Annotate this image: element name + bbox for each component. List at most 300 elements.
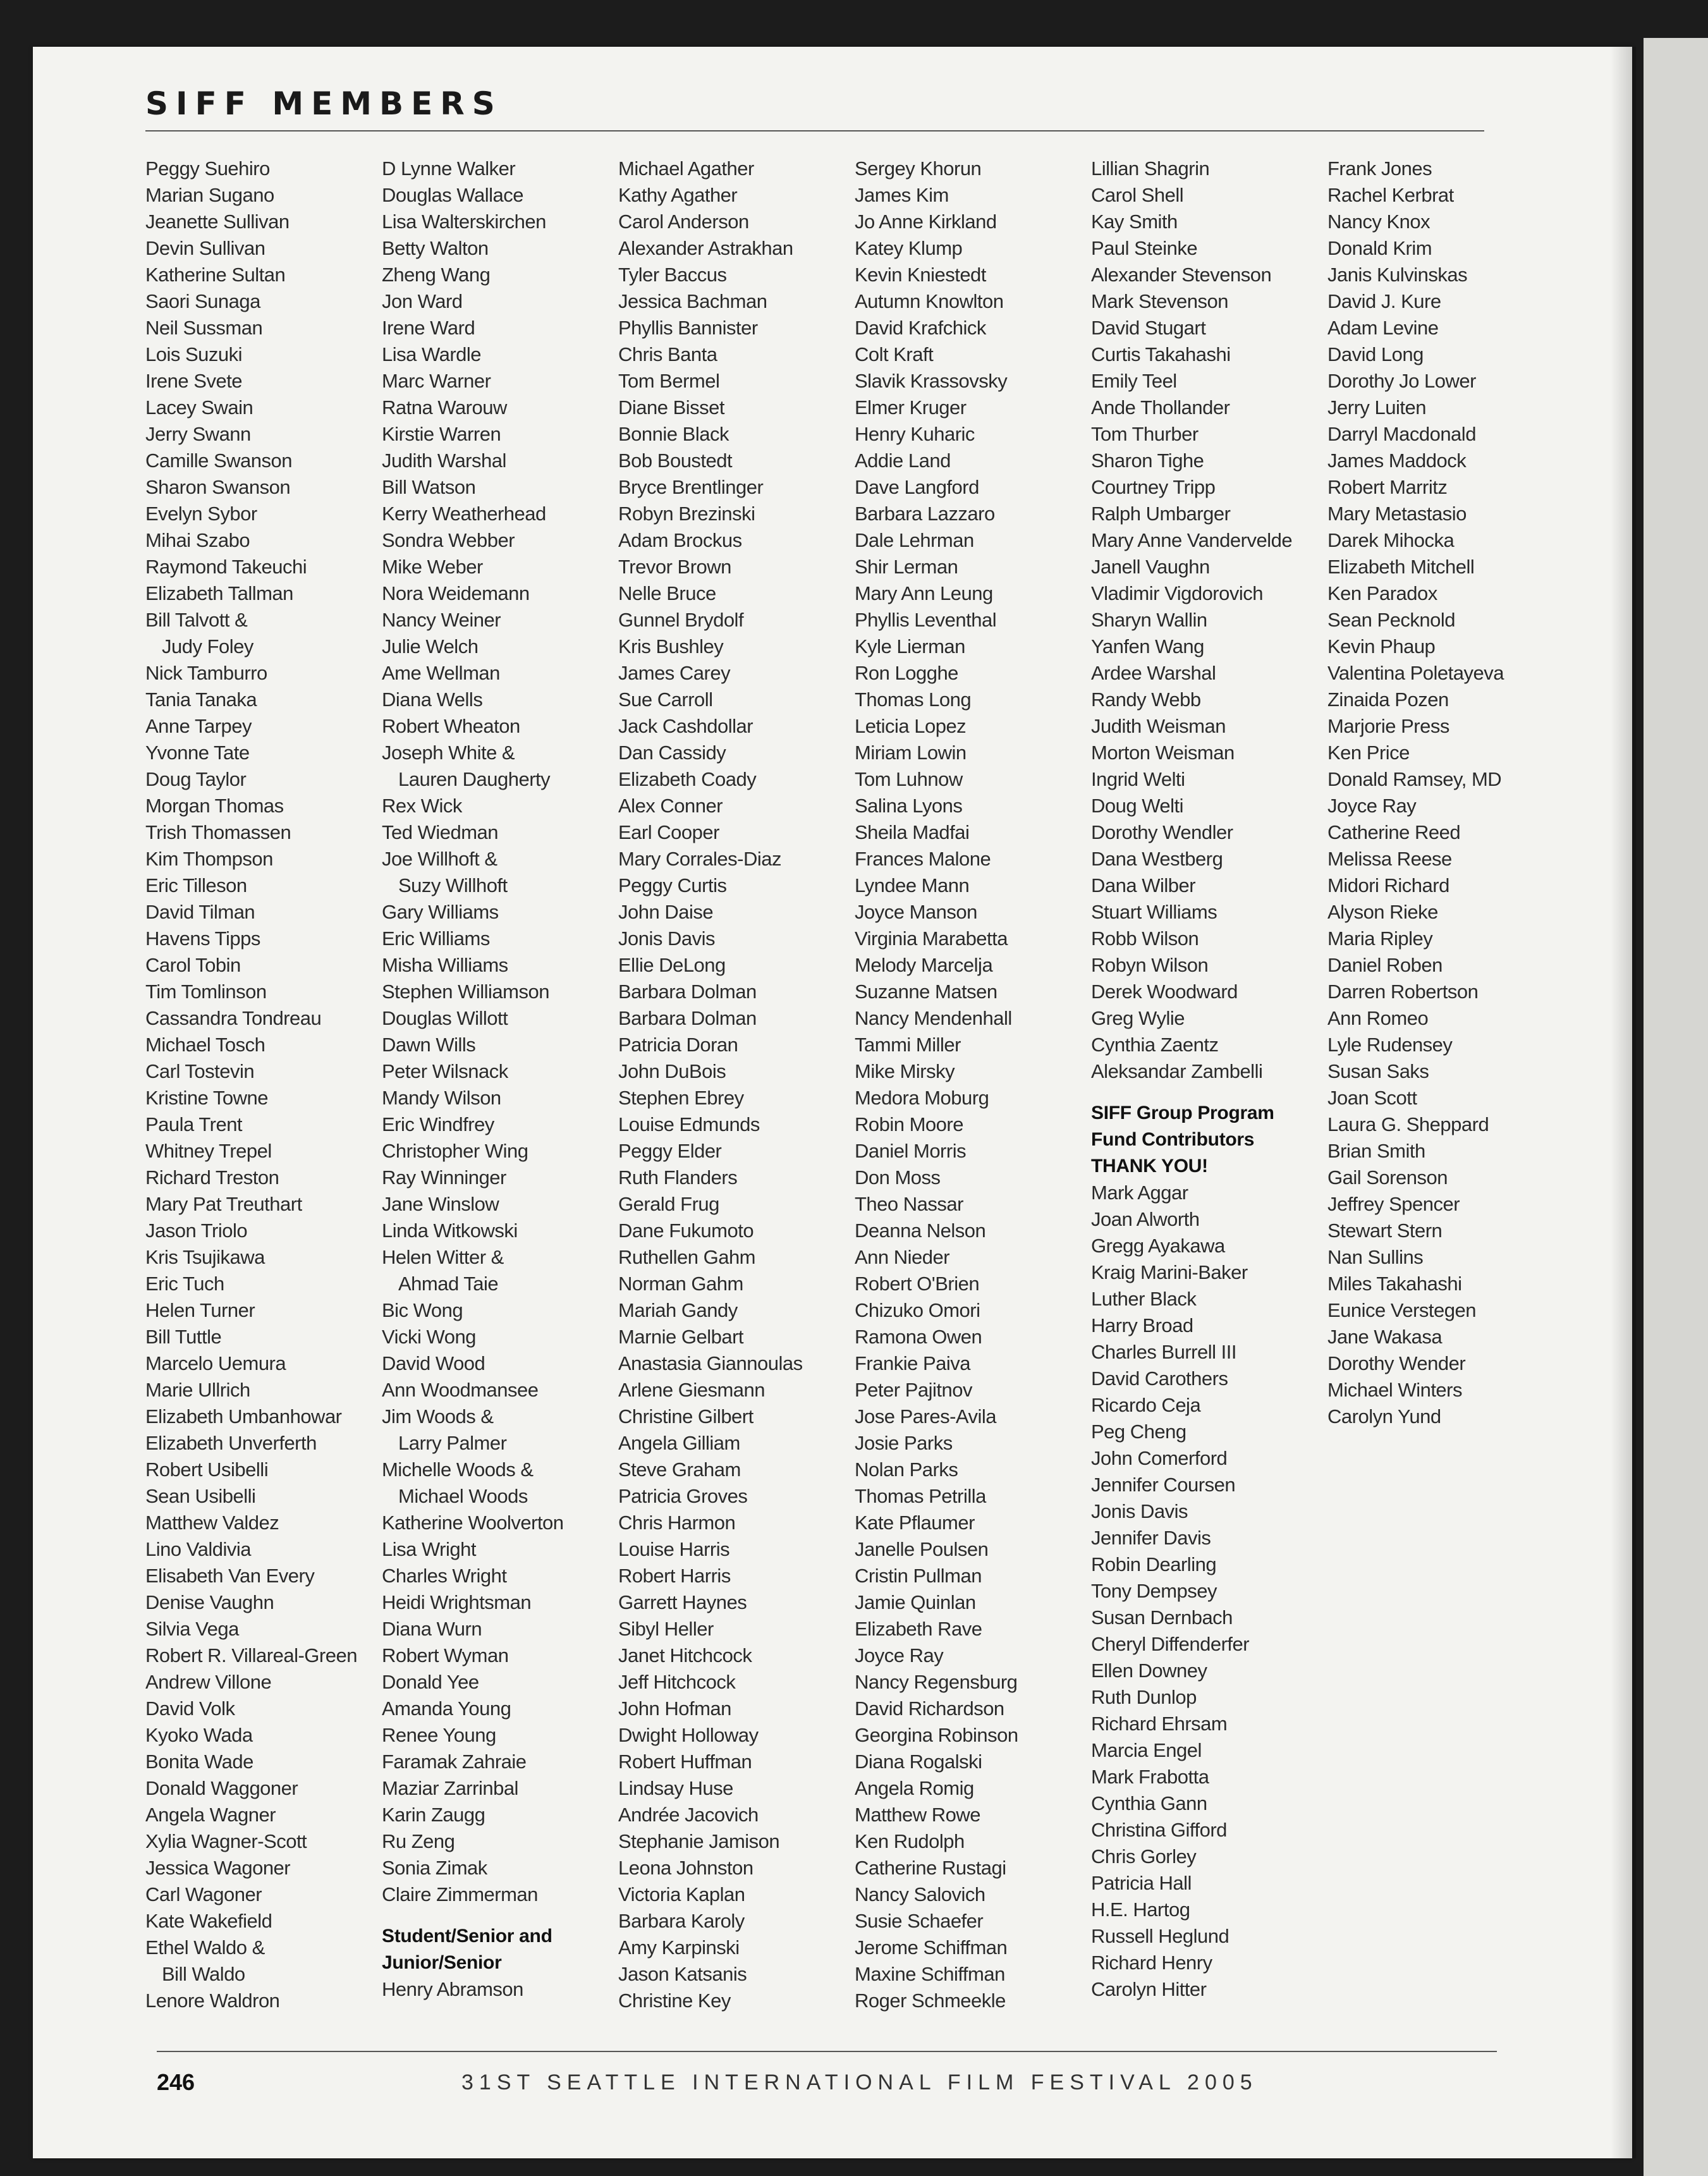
member-name: Jeff Hitchcock — [618, 1671, 736, 1693]
member-name: Michael Woods — [398, 1485, 528, 1507]
member-name: Ruthellen Gahm — [618, 1246, 756, 1268]
member-name: Luther Black — [1091, 1288, 1197, 1310]
member-name: Lindsay Huse — [618, 1777, 733, 1799]
member-name: Sharon Tighe — [1091, 449, 1204, 472]
member-name: Ray Winninger — [382, 1166, 506, 1189]
member-name: Nora Weidemann — [382, 582, 530, 604]
member-name: Chris Harmon — [618, 1512, 736, 1534]
member-name: Diana Wells — [382, 688, 483, 711]
member-name: Jason Katsanis — [618, 1963, 747, 1985]
member-name: Shir Lerman — [855, 556, 958, 578]
header-divider — [145, 130, 1484, 131]
member-name: Misha Williams — [382, 954, 508, 976]
member-name: Salina Lyons — [855, 795, 963, 817]
footer-title: 31ST SEATTLE INTERNATIONAL FILM FESTIVAL 2005 — [461, 2070, 1258, 2094]
member-name: Sibyl Heller — [618, 1618, 714, 1640]
member-column-2 — [382, 156, 609, 2003]
member-name: Lyndee Mann — [855, 874, 970, 896]
member-name: Kevin Kniestedt — [855, 264, 986, 286]
member-name: Sean Pecknold — [1327, 609, 1456, 631]
member-name: Kris Tsujikawa — [145, 1246, 265, 1268]
member-name: Frank Jones — [1327, 157, 1432, 180]
member-name: Silvia Vega — [145, 1618, 239, 1640]
member-name: Don Moss — [855, 1166, 941, 1189]
member-name: Marian Sugano — [145, 184, 274, 206]
member-name: Lisa Wardle — [382, 343, 482, 365]
member-name: Ru Zeng — [382, 1830, 455, 1852]
member-name: Jane Winslow — [382, 1193, 499, 1215]
member-name: Ken Rudolph — [855, 1830, 965, 1852]
member-name: Nolan Parks — [855, 1458, 958, 1481]
member-name: Morton Weisman — [1091, 742, 1235, 764]
member-name: Barbara Dolman — [618, 1007, 757, 1029]
member-name: Jose Pares-Avila — [855, 1405, 997, 1427]
member-name: Tom Bermel — [618, 370, 720, 392]
member-name: David Tilman — [145, 901, 255, 923]
member-name: Elisabeth Van Every — [145, 1565, 315, 1587]
member-name: Marcelo Uemura — [145, 1352, 286, 1374]
member-name: Xylia Wagner-Scott — [145, 1830, 307, 1852]
member-name: Michael Tosch — [145, 1034, 265, 1056]
member-name: Maziar Zarrinbal — [382, 1777, 518, 1799]
member-name: Tom Thurber — [1091, 423, 1199, 445]
member-name: Sergey Khorun — [855, 157, 982, 180]
member-name: Peter Wilsnack — [382, 1060, 508, 1082]
member-name: Kirstie Warren — [382, 423, 501, 445]
member-name: Peg Cheng — [1091, 1421, 1186, 1443]
section-heading: SIFF Group Program — [1091, 1103, 1274, 1123]
member-name: Camille Swanson — [145, 449, 292, 472]
member-name: Richard Ehrsam — [1091, 1713, 1228, 1735]
member-name: Aleksandar Zambelli — [1091, 1060, 1263, 1082]
member-name: Joe Willhoft & — [382, 848, 497, 870]
member-name: Julie Welch — [382, 635, 479, 657]
member-name: Lyle Rudensey — [1327, 1034, 1453, 1056]
member-name: Dan Cassidy — [618, 742, 726, 764]
member-name: Carolyn Hitter — [1091, 1978, 1207, 2000]
member-name: Bonita Wade — [145, 1751, 253, 1773]
member-name: Alex Conner — [618, 795, 723, 817]
member-name: Daniel Roben — [1327, 954, 1443, 976]
member-name: Lisa Walterskirchen — [382, 211, 546, 233]
member-name: Douglas Wallace — [382, 184, 523, 206]
member-name: Louise Edmunds — [618, 1113, 760, 1135]
member-name: Anne Tarpey — [145, 715, 252, 737]
member-name: H.E. Hartog — [1091, 1898, 1190, 1921]
member-name: Kathy Agather — [618, 184, 738, 206]
member-name: Helen Turner — [145, 1299, 255, 1321]
member-name: Ramona Owen — [855, 1326, 982, 1348]
member-name: Saori Sunaga — [145, 290, 260, 312]
member-name: Janet Hitchcock — [618, 1644, 752, 1666]
member-name: Kyoko Wada — [145, 1724, 253, 1746]
member-name: Helen Witter & — [382, 1246, 504, 1268]
member-name: Kraig Marini-Baker — [1091, 1261, 1248, 1283]
member-name: Dane Fukumoto — [618, 1219, 754, 1242]
member-name: Derek Woodward — [1091, 981, 1238, 1003]
member-name: Michelle Woods & — [382, 1458, 534, 1481]
member-name: Judith Warshal — [382, 449, 506, 472]
member-name: Cynthia Gann — [1091, 1792, 1207, 1814]
member-name: Cheryl Diffenderfer — [1091, 1633, 1250, 1655]
member-name: Thomas Petrilla — [855, 1485, 986, 1507]
member-name: Ruth Flanders — [618, 1166, 738, 1189]
member-name: Dave Langford — [855, 476, 979, 498]
member-name: Faramak Zahraie — [382, 1751, 527, 1773]
member-name: Leticia Lopez — [855, 715, 967, 737]
member-name: Jessica Bachman — [618, 290, 767, 312]
member-name: Tania Tanaka — [145, 688, 257, 711]
section-spacer — [382, 1908, 609, 1923]
member-name: Marjorie Press — [1327, 715, 1449, 737]
member-name: Joyce Ray — [855, 1644, 944, 1666]
member-name: Kim Thompson — [145, 848, 273, 870]
member-name: Stewart Stern — [1327, 1219, 1443, 1242]
member-name: Richard Treston — [145, 1166, 279, 1189]
member-name: Matthew Rowe — [855, 1804, 981, 1826]
member-name: Barbara Lazzaro — [855, 503, 995, 525]
member-name: Ingrid Welti — [1091, 768, 1185, 790]
member-name: Gregg Ayakawa — [1091, 1235, 1225, 1257]
member-name: Nancy Regensburg — [855, 1671, 1018, 1693]
member-name: Jo Anne Kirkland — [855, 211, 997, 233]
member-name: Lois Suzuki — [145, 343, 243, 365]
member-name: David Krafchick — [855, 317, 986, 339]
member-name: Ame Wellman — [382, 662, 500, 684]
section-heading: Junior/Senior — [382, 1952, 502, 1973]
section-heading: THANK YOU! — [1091, 1156, 1208, 1177]
member-name: Dorothy Wender — [1327, 1352, 1466, 1374]
member-name: Eric Williams — [382, 927, 490, 950]
member-name: Amy Karpinski — [618, 1936, 740, 1959]
member-name: Cynthia Zaentz — [1091, 1034, 1219, 1056]
member-name: Frances Malone — [855, 848, 991, 870]
member-column-5 — [1091, 156, 1319, 2003]
member-name: Marc Warner — [382, 370, 491, 392]
member-column-3 — [618, 156, 846, 2014]
member-name: Sharyn Wallin — [1091, 609, 1207, 631]
member-name: Zinaida Pozen — [1327, 688, 1449, 711]
section-heading: Fund Contributors — [1091, 1129, 1255, 1150]
member-name: Eunice Verstegen — [1327, 1299, 1477, 1321]
member-name: Katherine Woolverton — [382, 1512, 564, 1534]
member-name: Phyllis Bannister — [618, 317, 758, 339]
member-name: Ralph Umbarger — [1091, 503, 1231, 525]
member-name: Kate Wakefield — [145, 1910, 272, 1932]
member-name: Sue Carroll — [618, 688, 713, 711]
member-name: Ahmad Taie — [398, 1273, 499, 1295]
member-name: Nelle Bruce — [618, 582, 716, 604]
member-name: Maria Ripley — [1327, 927, 1433, 950]
page-title: SIFF MEMBERS — [145, 85, 503, 122]
member-name: Yanfen Wang — [1091, 635, 1204, 657]
member-name: Jamie Quinlan — [855, 1591, 976, 1613]
member-name: Doug Taylor — [145, 768, 247, 790]
member-name: Sonia Zimak — [382, 1857, 487, 1879]
member-name: Norman Gahm — [618, 1273, 743, 1295]
member-name: Paul Steinke — [1091, 237, 1198, 259]
member-name: Maxine Schiffman — [855, 1963, 1005, 1985]
member-name: John Hofman — [618, 1697, 731, 1720]
member-name: Melody Marcelja — [855, 954, 993, 976]
member-name: Harry Broad — [1091, 1314, 1193, 1336]
member-name: Mary Metastasio — [1327, 503, 1467, 525]
member-name: Evelyn Sybor — [145, 503, 257, 525]
member-name: Stephanie Jamison — [618, 1830, 780, 1852]
member-name: Jerome Schiffman — [855, 1936, 1008, 1959]
member-name: Emily Teel — [1091, 370, 1177, 392]
member-name: Patricia Doran — [618, 1034, 738, 1056]
member-name: Elizabeth Coady — [618, 768, 757, 790]
member-name: Frankie Paiva — [855, 1352, 971, 1374]
member-name: Katey Klump — [855, 237, 963, 259]
member-name: Donald Krim — [1327, 237, 1432, 259]
member-name: Stephen Ebrey — [618, 1087, 744, 1109]
member-name: James Maddock — [1327, 449, 1467, 472]
member-name: Raymond Takeuchi — [145, 556, 307, 578]
member-name: Marcia Engel — [1091, 1739, 1202, 1761]
footer-divider — [157, 2051, 1497, 2052]
member-name: Joan Alworth — [1091, 1208, 1200, 1230]
member-name: Gary Williams — [382, 901, 499, 923]
member-name: Angela Gilliam — [618, 1432, 740, 1454]
member-name: David Long — [1327, 343, 1424, 365]
member-name: Ellie DeLong — [618, 954, 726, 976]
member-name: Cristin Pullman — [855, 1565, 982, 1587]
section-heading: Student/Senior and — [382, 1926, 552, 1947]
member-name: Steve Graham — [618, 1458, 741, 1481]
member-name: Barbara Karoly — [618, 1910, 745, 1932]
member-name: Lisa Wright — [382, 1538, 476, 1560]
member-name: Alexander Astrakhan — [618, 237, 793, 259]
member-name: Bic Wong — [382, 1299, 463, 1321]
member-name: Nancy Knox — [1327, 211, 1430, 233]
member-name: Richard Henry — [1091, 1952, 1212, 1974]
member-name: Bill Talvott & — [145, 609, 248, 631]
member-name: Phyllis Leventhal — [855, 609, 997, 631]
member-name: Deanna Nelson — [855, 1219, 986, 1242]
member-name: Bob Boustedt — [618, 449, 733, 472]
member-name: Susan Dernbach — [1091, 1606, 1233, 1629]
member-name: Robb Wilson — [1091, 927, 1199, 950]
member-name: Medora Moburg — [855, 1087, 989, 1109]
member-name: Joseph White & — [382, 742, 515, 764]
member-name: Ardee Warshal — [1091, 662, 1216, 684]
member-name: Denise Vaughn — [145, 1591, 274, 1613]
member-name: Nancy Weiner — [382, 609, 501, 631]
member-name: Doug Welti — [1091, 795, 1184, 817]
member-name: Janelle Poulsen — [855, 1538, 989, 1560]
member-name: Mary Pat Treuthart — [145, 1193, 302, 1215]
member-column-1 — [145, 156, 373, 2014]
member-name: Christopher Wing — [382, 1140, 528, 1162]
member-name: Peggy Suehiro — [145, 157, 270, 180]
member-name: Laura G. Sheppard — [1327, 1113, 1489, 1135]
member-name: Eric Tilleson — [145, 874, 247, 896]
member-name: Elizabeth Umbanhowar — [145, 1405, 342, 1427]
member-name: Ken Paradox — [1327, 582, 1437, 604]
member-name: Peggy Elder — [618, 1140, 722, 1162]
member-name: Charles Wright — [382, 1565, 507, 1587]
member-name: Claire Zimmerman — [382, 1883, 538, 1905]
member-name: Heidi Wrightsman — [382, 1591, 532, 1613]
member-name: Valentina Poletayeva — [1327, 662, 1504, 684]
member-name: Amanda Young — [382, 1697, 511, 1720]
member-name: Ellen Downey — [1091, 1660, 1207, 1682]
member-name: Sharon Swanson — [145, 476, 291, 498]
member-name: Jeffrey Spencer — [1327, 1193, 1460, 1215]
member-name: Stuart Williams — [1091, 901, 1217, 923]
member-name: Josie Parks — [855, 1432, 953, 1454]
member-name: Henry Kuharic — [855, 423, 975, 445]
member-column-4 — [855, 156, 1082, 2014]
member-name: Suzy Willhoft — [398, 874, 508, 896]
member-name: Mariah Gandy — [618, 1299, 738, 1321]
member-name: Mark Frabotta — [1091, 1766, 1209, 1788]
member-name: Dana Westberg — [1091, 848, 1223, 870]
member-name: Ron Logghe — [855, 662, 958, 684]
member-name: David Stugart — [1091, 317, 1206, 339]
adjacent-page-edge — [1644, 38, 1708, 2176]
member-name: Daniel Morris — [855, 1140, 967, 1162]
member-name: Robyn Brezinski — [618, 503, 755, 525]
member-name: Ann Romeo — [1327, 1007, 1429, 1029]
member-name: Susan Saks — [1327, 1060, 1429, 1082]
member-name: Morgan Thomas — [145, 795, 284, 817]
member-name: Rachel Kerbrat — [1327, 184, 1454, 206]
member-name: Jerry Luiten — [1327, 396, 1426, 419]
member-name: Kyle Lierman — [855, 635, 965, 657]
member-name: David Richardson — [855, 1697, 1004, 1720]
member-name: Kristine Towne — [145, 1087, 269, 1109]
member-name: Earl Cooper — [618, 821, 719, 843]
member-name: Mark Aggar — [1091, 1182, 1188, 1204]
member-name: Theo Nassar — [855, 1193, 963, 1215]
member-name: Carolyn Yund — [1327, 1405, 1441, 1427]
member-name: Virginia Marabetta — [855, 927, 1008, 950]
member-name: Angela Romig — [855, 1777, 974, 1799]
member-name: Robert Marritz — [1327, 476, 1448, 498]
member-name: Renee Young — [382, 1724, 496, 1746]
member-name: Patricia Hall — [1091, 1872, 1192, 1894]
member-name: Lacey Swain — [145, 396, 253, 419]
member-name: Nancy Mendenhall — [855, 1007, 1012, 1029]
member-name: Mandy Wilson — [382, 1087, 501, 1109]
member-name: Bonnie Black — [618, 423, 729, 445]
member-name: Elizabeth Tallman — [145, 582, 293, 604]
member-name: Roger Schmeekle — [855, 1990, 1006, 2012]
member-name: Whitney Trepel — [145, 1140, 272, 1162]
member-name: John Comerford — [1091, 1447, 1228, 1469]
member-name: Donald Ramsey, MD — [1327, 768, 1502, 790]
member-name: Kate Pflaumer — [855, 1512, 975, 1534]
member-name: Carl Wagoner — [145, 1883, 262, 1905]
member-name: Zheng Wang — [382, 264, 491, 286]
member-name: Kevin Phaup — [1327, 635, 1436, 657]
member-name: David J. Kure — [1327, 290, 1441, 312]
member-name: Darren Robertson — [1327, 981, 1479, 1003]
member-name: Autumn Knowlton — [855, 290, 1004, 312]
member-name: Bill Watson — [382, 476, 476, 498]
member-name: Robyn Wilson — [1091, 954, 1209, 976]
member-name: Melissa Reese — [1327, 848, 1452, 870]
member-name: Victoria Kaplan — [618, 1883, 745, 1905]
member-name: Mike Weber — [382, 556, 483, 578]
member-column-6 — [1327, 156, 1555, 1430]
member-name: Mihai Szabo — [145, 529, 250, 551]
member-name: Irene Svete — [145, 370, 243, 392]
page-number: 246 — [157, 2069, 195, 2095]
member-name: Judy Foley — [162, 635, 253, 657]
member-name: Robert Wyman — [382, 1644, 509, 1666]
member-name: Anastasia Giannoulas — [618, 1352, 803, 1374]
member-name: Dwight Holloway — [618, 1724, 759, 1746]
member-name: Rex Wick — [382, 795, 462, 817]
member-name: Arlene Giesmann — [618, 1379, 766, 1401]
section-spacer — [1091, 1085, 1319, 1100]
member-name: Ethel Waldo & — [145, 1936, 265, 1959]
member-name: Robert Usibelli — [145, 1458, 269, 1481]
member-name: Robin Dearling — [1091, 1553, 1217, 1575]
member-name: James Kim — [855, 184, 949, 206]
page-gutter-shadow — [1611, 47, 1636, 2158]
member-name: Russell Heglund — [1091, 1925, 1229, 1947]
member-name: Mary Corrales-Diaz — [618, 848, 781, 870]
member-name: Mary Anne Vandervelde — [1091, 529, 1293, 551]
member-name: Lauren Daugherty — [398, 768, 551, 790]
member-name: Kerry Weatherhead — [382, 503, 546, 525]
member-name: Lino Valdivia — [145, 1538, 251, 1560]
member-name: Chris Banta — [618, 343, 717, 365]
member-name: David Carothers — [1091, 1367, 1228, 1390]
member-name: Adam Levine — [1327, 317, 1439, 339]
member-name: Jack Cashdollar — [618, 715, 753, 737]
member-name: Jennifer Coursen — [1091, 1474, 1236, 1496]
member-name: Louise Harris — [618, 1538, 730, 1560]
member-name: Cassandra Tondreau — [145, 1007, 322, 1029]
member-name: Janell Vaughn — [1091, 556, 1210, 578]
member-name: Devin Sullivan — [145, 237, 265, 259]
member-name: Brian Smith — [1327, 1140, 1425, 1162]
member-name: Robert O'Brien — [855, 1273, 980, 1295]
member-name: Christine Gilbert — [618, 1405, 753, 1427]
member-name: Chizuko Omori — [855, 1299, 980, 1321]
member-name: Dawn Wills — [382, 1034, 476, 1056]
member-name: Dana Wilber — [1091, 874, 1196, 896]
member-name: Carol Shell — [1091, 184, 1184, 206]
member-name: Christine Key — [618, 1990, 731, 2012]
member-name: Robin Moore — [855, 1113, 963, 1135]
member-name: Andrée Jacovich — [618, 1804, 759, 1826]
member-name: Tammi Miller — [855, 1034, 961, 1056]
member-name: Diana Rogalski — [855, 1751, 982, 1773]
member-name: Katherine Sultan — [145, 264, 286, 286]
member-name: Marie Ullrich — [145, 1379, 250, 1401]
member-name: Mike Mirsky — [855, 1060, 955, 1082]
member-name: Leona Johnston — [618, 1857, 753, 1879]
member-name: Patricia Groves — [618, 1485, 748, 1507]
member-name: Catherine Reed — [1327, 821, 1461, 843]
member-name: Ricardo Ceja — [1091, 1394, 1201, 1416]
member-name: Greg Wylie — [1091, 1007, 1185, 1029]
member-name: Matthew Valdez — [145, 1512, 279, 1534]
member-name: David Wood — [382, 1352, 485, 1374]
member-name: Peggy Curtis — [618, 874, 727, 896]
member-name: Courtney Tripp — [1091, 476, 1216, 498]
member-name: Trevor Brown — [618, 556, 731, 578]
member-name: Elizabeth Unverferth — [145, 1432, 317, 1454]
member-name: Lenore Waldron — [145, 1990, 280, 2012]
